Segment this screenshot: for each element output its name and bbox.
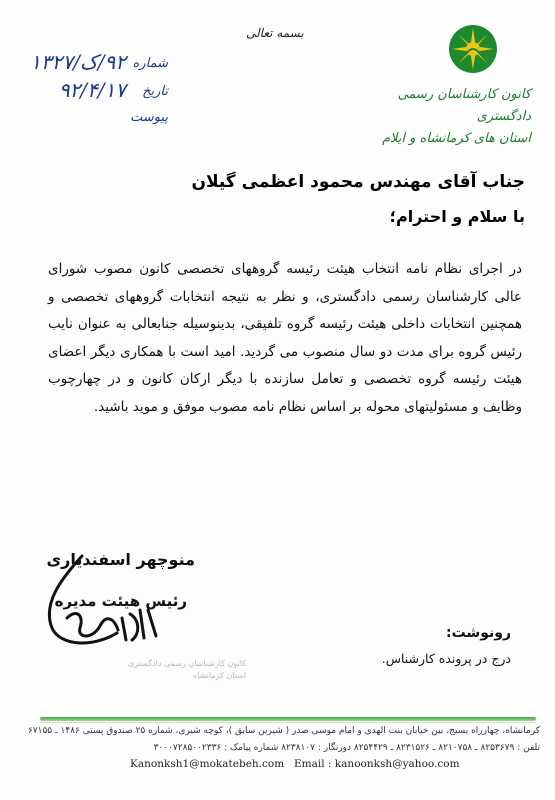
- reference-date-line: [18, 78, 168, 106]
- reference-attachment-line: [18, 106, 168, 134]
- reference-number-value: ۹۲/ک/۱۳۲۷: [30, 50, 126, 74]
- reference-attachment-label: پیوست: [130, 110, 168, 125]
- footer-address: کرمانشاه، چهارراه بسیج، بین خیابان بنت الهدی و امام موسی صدر ( شیرین سابق )، کوچه شیری، شماره ۲۵ صندوق پستی ۱۴۸۶ ـ ۶۷۱۵۵: [27, 726, 540, 736]
- stamp-line1: کانون کارشناسان رسمی دادگستری: [128, 659, 247, 668]
- reference-number-label: شماره: [132, 56, 168, 71]
- greeting-line: با سلام و احترام؛: [389, 207, 525, 226]
- organization-stamp: [128, 658, 246, 682]
- organization-name-line2: استان های کرمانشاه و ایلام: [381, 131, 531, 146]
- footer-divider: [40, 717, 536, 721]
- cc-text: درج در پرونده کارشناس.: [381, 651, 511, 666]
- reference-date-label: تاریخ: [142, 84, 168, 99]
- signer-name: منوچهر اسفندیاری: [46, 550, 195, 569]
- reference-date-value: ۹۲/۴/۱۷: [58, 78, 126, 102]
- kanon-logo-icon: [448, 24, 498, 74]
- footer-divider-thin: [40, 722, 536, 723]
- footer-email-web: Kanonksh1@mokatebeh.com: [130, 758, 285, 770]
- organization-name: [381, 84, 531, 150]
- stamp-line2: استان کرمانشاه: [192, 671, 247, 680]
- organization-name-line1: کانون کارشناسان رسمی دادگستری: [397, 87, 531, 124]
- cc-label: رونوشت:: [446, 625, 511, 641]
- recipient-line: جناب آقای مهندس محمود اعظمی گیلان: [191, 172, 525, 192]
- reference-number-line: [18, 50, 168, 78]
- footer-phones: تلفن : ۸۲۵۳۶۷۹ ـ ۸۲۱۰۷۵۸ ـ ۸۲۳۱۵۲۶ ـ ۸۲۵۴۴۲۹ دورنگار : ۸۲۳۸۱۰۷ شماره پیامک : ۳۰۰۰۷۲۸۵۰۰۲۳۳۶: [153, 743, 540, 753]
- basmala-heading: بسمه تعالی: [246, 26, 304, 40]
- letter-body: در اجرای نظام نامه انتخاب هیئت رئیسه گروههای تخصصی کانون مصوب شورای عالی کارشناسان رسمی دادگستری، و نظر به نتیجه انتخابات گروههای تخصصی و همچنین انتخابات داخلی هیئت رئیسه گروه تلفیقی، بدینوسیله جنابعالی به عنوان نایب رئیس گروه برای مدت دو سال منصوب می گردید. امید است با همکاری دیگر اعضای هیئت رئیسه گروه تخصصی و تعامل سازنده با دیگر ارکان کانون و در چهارچوب وظایف و مسئولیتهای محوله بر اساس نظام نامه مصوب موفق و موید باشید.: [48, 261, 522, 415]
- reference-block: [18, 50, 168, 134]
- signer-title: رئیس هیئت مدیره: [54, 592, 187, 610]
- footer-email-yahoo: Email : kanoonksh@yahoo.com: [294, 758, 460, 770]
